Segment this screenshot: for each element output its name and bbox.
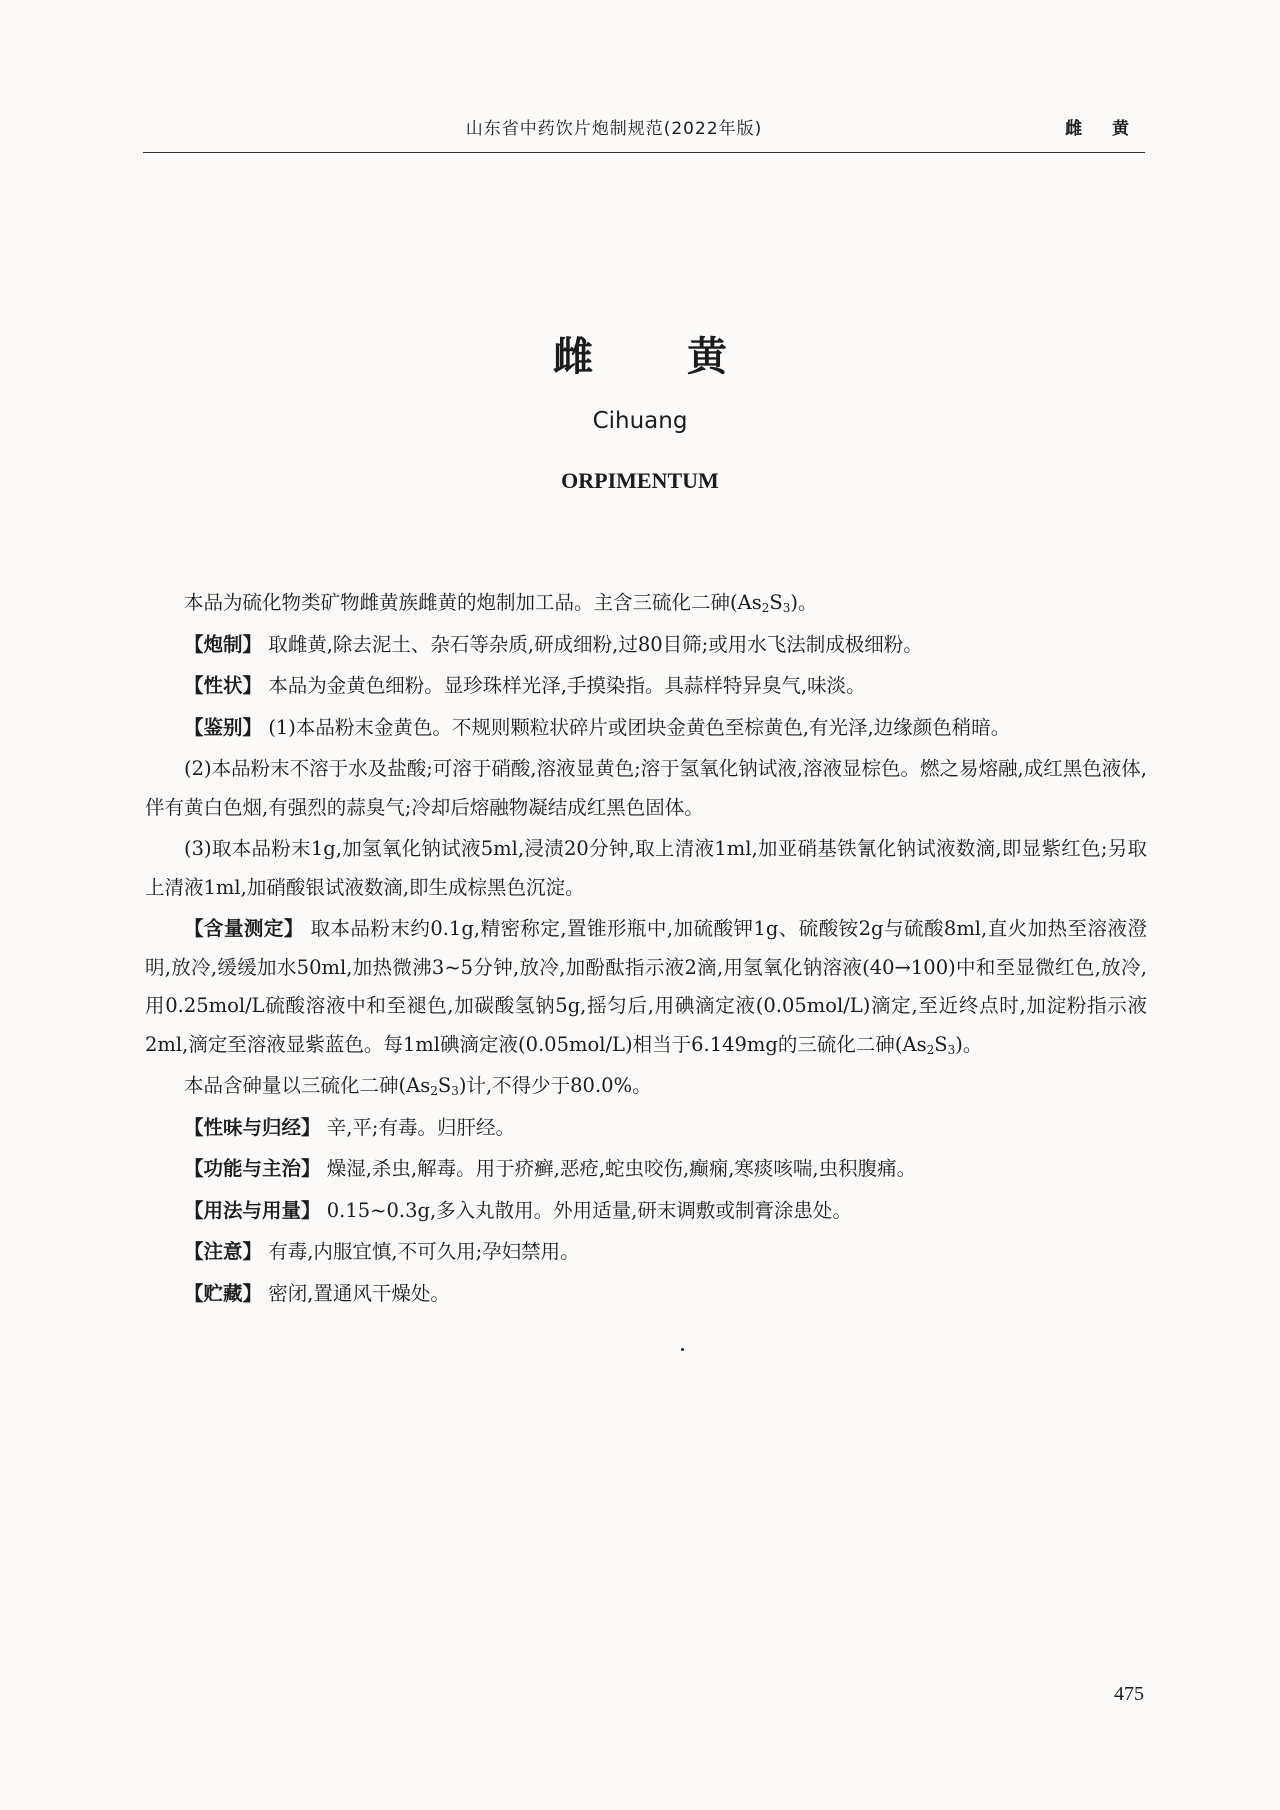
identification-item-3: (3)取本品粉末1g,加氢氧化钠试液5ml,浸渍20分钟,取上清液1ml,加亚硝基铁氰化钠试液数滴,即显紫红色;另取上清液1ml,加硝酸银试液数滴,即生成棕黑色沉淀。: [145, 837, 1147, 899]
entry-title: 雌 黄: [553, 334, 767, 380]
storage-label: 【贮藏】: [184, 1281, 263, 1305]
entry-latin-name: ORPIMENTUM: [561, 468, 719, 493]
running-header: [143, 106, 1145, 153]
description-section: 【性状】 本品为金黄色细粉。显珍珠样光泽,手摸染指。具蒜样特异臭气,味淡。: [184, 674, 866, 697]
assay-section: 【含量测定】 取本品粉末约0.1g,精密称定,置锥形瓶中,加硫酸钾1g、硫酸铵2g与硫酸8ml,直火加热至溶液澄明,放冷,缓缓加水50ml,加热微沸3~5分钟,放冷,加酚酞指示液2滴,用氢氧化钠溶液(40→100)中和至显微红色,放冷,用0.25mol/L硫酸溶液中和至褪色,加碳酸氢钠5g,摇匀后,用碘滴定液(0.05mol/L)滴定,至近终点时,加淀粉指示液2ml,滴定至溶液显紫蓝色。每1ml碘滴定液(0.05mol/L)相当于6.149mg的三硫化二砷$(As_2S_3)$。: [145, 917, 1147, 1057]
storage-section: 【贮藏】 密闭,置通风干燥处。: [184, 1281, 450, 1305]
function-section: 【功能与主治】 燥湿,杀虫,解毒。用于疥癣,恶疮,蛇虫咬伤,癫痫,寒痰咳喘,虫积腹痛。: [184, 1157, 917, 1180]
assay-label: 【含量测定】: [184, 917, 304, 940]
function-label: 【功能与主治】: [184, 1157, 321, 1180]
running-book-title: 山东省中药饮片炮制规范(2022年版): [465, 119, 763, 139]
usage-section: 【用法与用量】 0.15~0.3g,多入丸散用。外用适量,研末调敷或制膏涂患处。: [184, 1198, 852, 1222]
nature-label: 【性味与归经】: [184, 1115, 321, 1139]
identification-item-2: (2)本品粉末不溶于水及盐酸;可溶于硝酸,溶液显黄色;溶于氢氧化钠试液,溶液显棕色。燃之易熔融,成红黑色液体,伴有黄白色烟,有强烈的蒜臭气;冷却后熔融物凝结成红黑色固体。: [145, 757, 1147, 819]
running-entry-name: 雌 黄: [1065, 119, 1141, 139]
caution-label: 【注意】: [184, 1240, 263, 1263]
assay-limit: 本品含砷量以三硫化二砷$(As_2S_3)$计,不得少于80.0%。: [184, 1074, 652, 1098]
processing-label: 【炮制】: [184, 632, 263, 656]
identification-section: 【鉴别】 (1)本品粉末金黄色。不规则颗粒状碎片或团块金黄色至棕黄色,有光泽,边缘颜色稍暗。: [184, 715, 1011, 739]
scan-speck: [681, 1348, 684, 1351]
intro-paragraph: 本品为硫化物类矿物雌黄族雌黄的炮制加工品。主含三硫化二砷$(As_2S_3)$。: [184, 591, 818, 615]
entry-pinyin: Cihuang: [592, 408, 688, 434]
nature-section: 【性味与归经】 辛,平;有毒。归肝经。: [184, 1115, 515, 1139]
monograph-body: [145, 584, 1147, 1316]
page-number: 475: [1114, 1683, 1144, 1705]
processing-section: 【炮制】 取雌黄,除去泥土、杂石等杂质,研成细粉,过80目筛;或用水飞法制成极细粉。: [184, 632, 923, 656]
description-label: 【性状】: [184, 674, 263, 697]
identification-label: 【鉴别】: [184, 715, 263, 739]
caution-section: 【注意】 有毒,内服宜慎,不可久用;孕妇禁用。: [184, 1240, 580, 1263]
usage-label: 【用法与用量】: [184, 1198, 321, 1222]
